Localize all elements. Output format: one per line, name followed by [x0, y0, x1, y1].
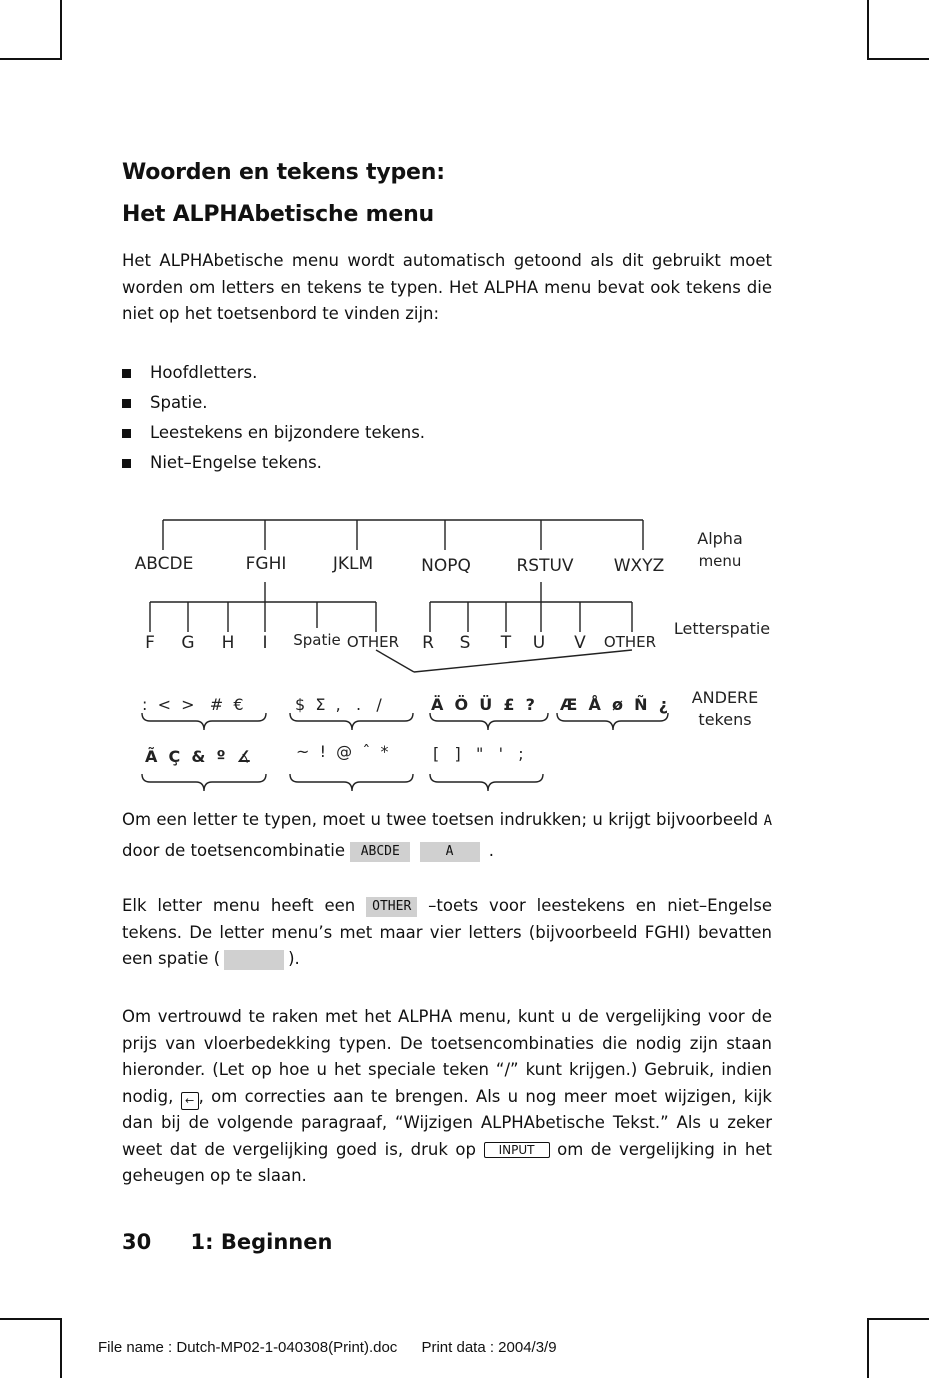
- symbol-group: $ Σ , . /: [295, 695, 382, 714]
- letter-key: T: [500, 633, 512, 653]
- crop-mark: [0, 1318, 62, 1320]
- symbol-group: ~ ! @ ˆ *: [296, 742, 389, 761]
- list-item: Spatie.: [122, 388, 425, 418]
- alpha-menu-item: WXYZ: [613, 556, 665, 576]
- crop-mark: [60, 1318, 62, 1378]
- letter-key: G: [181, 633, 195, 653]
- file-info: [98, 1339, 557, 1356]
- bullet-square-icon: [122, 399, 131, 408]
- alpha-menu-item: JKLM: [332, 554, 374, 574]
- symbol-group: Æ Å ø Ñ ¿: [560, 695, 668, 714]
- chapter-title: 1: Beginnen: [190, 1230, 333, 1254]
- alpha-menu-item: FGHI: [245, 554, 287, 574]
- symbol-group: Ä Ö Ü £ ?: [431, 695, 535, 714]
- andere-label: ANDERE: [691, 688, 759, 707]
- letter-key: U: [532, 633, 546, 653]
- list-item: Leestekens en bijzondere tekens.: [122, 418, 425, 448]
- list-item: Niet–Engelse tekens.: [122, 448, 425, 478]
- crop-mark: [867, 1318, 929, 1320]
- a-menu-key[interactable]: A: [420, 842, 480, 862]
- bullet-list: [122, 358, 425, 478]
- letter-key: I: [262, 633, 268, 653]
- input-key[interactable]: INPUT: [484, 1142, 550, 1158]
- list-item: Hoofdletters.: [122, 358, 425, 388]
- other-key: OTHER: [603, 633, 657, 651]
- paragraph-letter-typing: Om een letter te typen, moet u twee toetsen indrukken; u krijgt bijvoorbeeld A door de toetsencombinatie ABCDE A .: [122, 810, 772, 860]
- bullet-square-icon: [122, 429, 131, 438]
- file-name: File name : Dutch-MP02-1-040308(Print).doc: [98, 1339, 398, 1356]
- abcde-menu-key[interactable]: ABCDE: [350, 842, 410, 862]
- print-date: Print data : 2004/3/9: [421, 1339, 557, 1356]
- alpha-menu-item: RSTUV: [516, 556, 574, 576]
- bullet-square-icon: [122, 459, 131, 468]
- letter-key: R: [422, 633, 434, 653]
- symbol-group: [ ] " ' ;: [433, 744, 524, 763]
- crop-mark: [60, 0, 62, 60]
- space-menu-key[interactable]: [224, 950, 284, 970]
- alpha-menu-item: NOPQ: [421, 556, 471, 576]
- crop-mark: [0, 58, 62, 60]
- alpha-menu-label: menu: [698, 552, 742, 570]
- letter-key: F: [145, 633, 155, 653]
- alpha-menu-diagram: [0, 500, 929, 800]
- backspace-key-icon[interactable]: ←: [181, 1092, 199, 1110]
- symbol-group: : < > # €: [142, 695, 244, 714]
- symbol-group: Ã Ç & º ∡: [145, 747, 252, 766]
- crop-mark: [867, 58, 929, 60]
- other-key: OTHER: [346, 633, 400, 651]
- crop-mark: [867, 0, 869, 60]
- letterspatie-label: Letterspatie: [673, 619, 771, 638]
- intro-paragraph: Het ALPHAbetische menu wordt automatisch getoond als dit gebruikt moet worden om letters en tekens te typen. Het ALPHA menu bevat ook tekens die niet op het toetsenbord te vinden zijn:: [122, 251, 772, 323]
- other-menu-key[interactable]: OTHER: [366, 897, 417, 917]
- letter-key: H: [221, 633, 235, 653]
- section-subtitle: Het ALPHAbetische menu: [122, 202, 434, 227]
- alpha-menu-item: ABCDE: [134, 554, 194, 574]
- bullet-square-icon: [122, 369, 131, 378]
- spatie-key: Spatie: [293, 631, 341, 649]
- letter-key: S: [459, 633, 471, 653]
- paragraph-other-key: Elk letter menu heeft een OTHER –toets voor leestekens en niet–Engelse tekens. De letter menu’s met maar vier letters (bijvoorbeeld FGHI) bevatten een spatie ( ).: [122, 896, 773, 968]
- section-title: Woorden en tekens typen:: [122, 160, 445, 185]
- letter-key: V: [574, 633, 586, 653]
- andere-label: tekens: [698, 710, 752, 729]
- page-number: 30: [122, 1230, 152, 1254]
- page-footer: [122, 1230, 332, 1254]
- crop-mark: [867, 1318, 869, 1378]
- alpha-menu-label: Alpha: [697, 529, 743, 548]
- calculator-glyph-a: A: [763, 813, 772, 829]
- paragraph-practice: Om vertrouwd te raken met het ALPHA menu, kunt u de vergelijking voor de prijs van vloerbedekking typen. De toetsencombinaties die nodig zijn staan hieronder. (Let op hoe u het speciale teken “/” kunt krijgen.) Gebruik, indien nodig, ← , om correcties aan te brengen. Als u nog meer moet wijzigen, kijk dan bij de volgende paragraaf, “Wijzigen ALPHAbetische Tekst.” Als u zeker weet dat de vergelijking goed is, druk op INPUT om de vergelijking in het geheugen op te slaan.: [122, 1007, 772, 1185]
